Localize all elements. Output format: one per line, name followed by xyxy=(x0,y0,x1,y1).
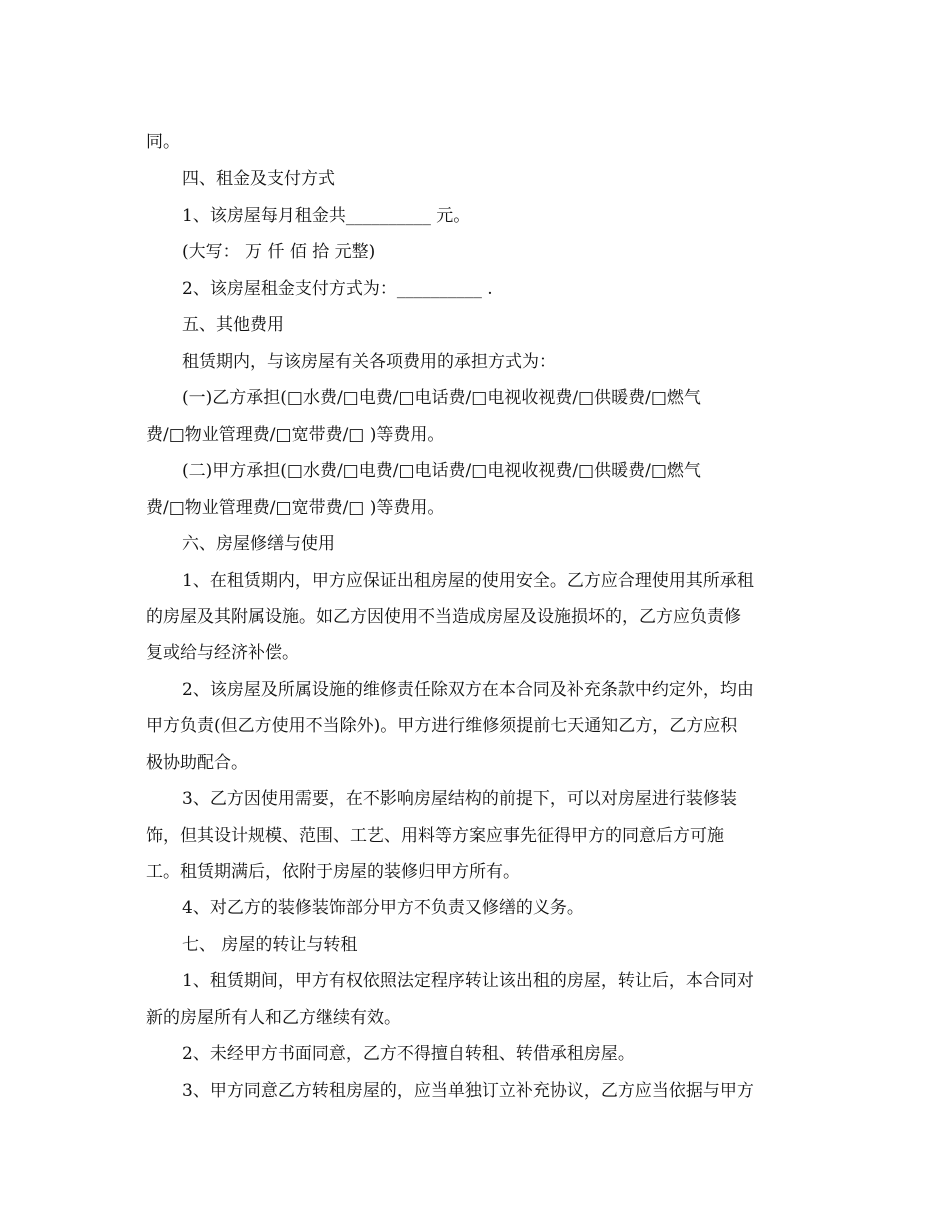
text-line: 甲方负责(但乙方使用不当除外)。甲方进行维修须提前七天通知乙方，乙方应积 xyxy=(146,716,738,736)
text-line: 3、乙方因使用需要，在不影响房屋结构的前提下，可以对房屋进行装修装 xyxy=(182,789,737,809)
text-line: 2、该房屋及所属设施的维修责任除双方在本合同及补充条款中约定外，均由 xyxy=(182,680,754,700)
text-line: 2、未经甲方书面同意，乙方不得擅自转租、转借承租房屋。 xyxy=(182,1044,635,1064)
text-line: (一)乙方承担(□水费/□电费/□电话费/□电视收视费/□供暖费/□燃气 xyxy=(182,388,701,408)
text-line: 新的房屋所有人和乙方继续有效。 xyxy=(146,1008,401,1028)
text-line: 租赁期内，与该房屋有关各项费用的承担方式为： xyxy=(182,352,556,372)
text-line: 1、租赁期间，甲方有权依照法定程序转让该出租的房屋，转让后，本合同对 xyxy=(182,971,754,991)
text-line: 工。租赁期满后，依附于房屋的装修归甲方所有。 xyxy=(146,862,520,882)
text-line: 2、该房屋租金支付方式为：__________ . xyxy=(182,279,493,299)
text-line: 1、该房屋每月租金共__________ 元。 xyxy=(182,206,471,226)
text-line: 极协助配合。 xyxy=(146,753,248,773)
text-line: 3、甲方同意乙方转租房屋的，应当单独订立补充协议，乙方应当依据与甲方 xyxy=(182,1081,754,1101)
section-heading: 六、房屋修缮与使用 xyxy=(182,534,335,554)
section-heading: 七、 房屋的转让与转租 xyxy=(182,935,358,955)
text-line: 饰，但其设计规模、范围、工艺、用料等方案应事先征得甲方的同意后方可施 xyxy=(146,826,724,846)
text-line: 费/□物业管理费/□宽带费/□ )等费用。 xyxy=(146,498,445,518)
text-line: 同。 xyxy=(146,132,180,152)
text-line: 1、在租赁期内，甲方应保证出租房屋的使用安全。乙方应合理使用其所承租 xyxy=(182,571,754,591)
text-line: 4、对乙方的装修装饰部分甲方不负责又修缮的义务。 xyxy=(182,898,584,918)
section-heading: 五、其他费用 xyxy=(182,315,284,335)
text-line: 费/□物业管理费/□宽带费/□ )等费用。 xyxy=(146,425,445,445)
section-heading: 四、租金及支付方式 xyxy=(182,169,335,189)
text-line: 的房屋及其附属设施。如乙方因使用不当造成房屋及设施损坏的，乙方应负责修 xyxy=(146,607,741,627)
text-line: (二)甲方承担(□水费/□电费/□电话费/□电视收视费/□供暖费/□燃气 xyxy=(182,461,701,481)
text-line: 复或给与经济补偿。 xyxy=(146,643,299,663)
text-line: (大写： 万 仟 佰 拾 元整) xyxy=(182,242,376,262)
